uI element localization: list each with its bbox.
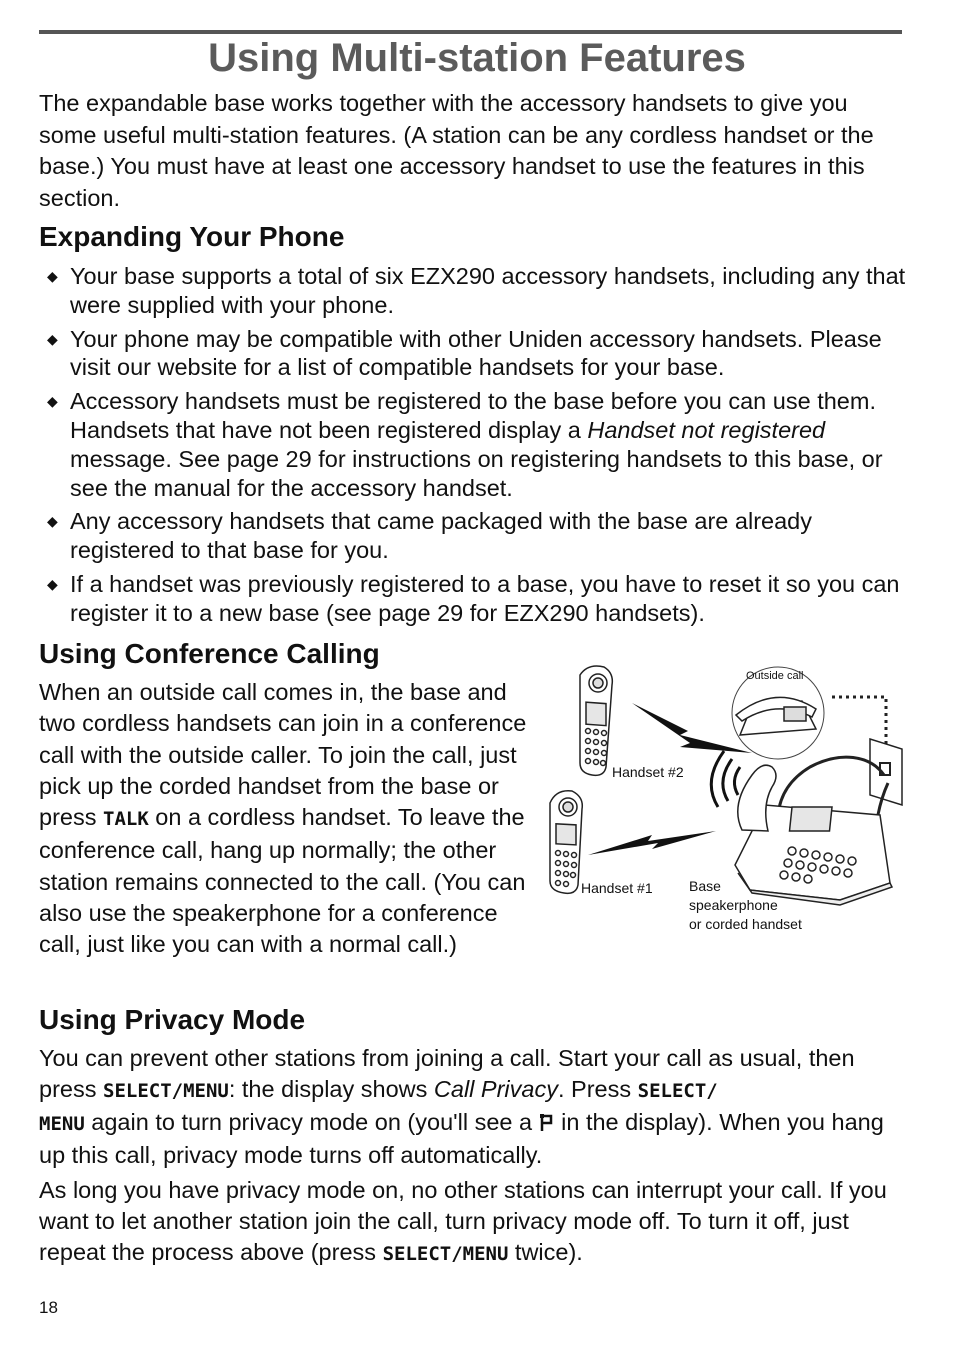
- label-outside-call: Outside call: [746, 670, 804, 682]
- conference-call-diagram: [540, 655, 920, 945]
- diamond-bullet-icon: ◆: [47, 393, 58, 410]
- handset-not-registered-text: Handset not registered: [587, 416, 826, 443]
- heading-conference: Using Conference Calling: [39, 638, 380, 669]
- conference-paragraph: When an outside call comes in, the base and two cordless handsets can join in a conference call with the outside caller. To join the call, just pick up the corded handset from the base or press TALK on a cordless handset. To leave the conference call, hang up normally; the other station remains connected to the call. (You can also use the speakerphone for a conference call, just like you can with a normal call.): [39, 679, 527, 958]
- label-handset-1: Handset #1: [581, 880, 653, 896]
- page-number: 18: [39, 1298, 58, 1317]
- bullet-item: ◆ Accessory handsets must be registered to the base before you can use them. Handsets that have not been registered display a Handset not registered message. See page 29 for instructions on registering handsets to this base, or see the manual for the accessory handset.: [47, 388, 883, 501]
- privacy-paragraph-1: You can prevent other stations from joining a call. Start your call as usual, then press SELECT/MENU: the display shows Call Privacy. Press SELECT/ MENU again to turn privacy mode on (you'll see a in the display). When you hang up this call, privacy mode turns off automatically.: [39, 1045, 884, 1168]
- speaker-waves-icon: [711, 751, 740, 807]
- privacy-paragraph-2: As long you have privacy mode on, no other stations can interrupt your call. If you want to let another station join the call, turn privacy mode off. To turn it off, just repeat the process above (press SELECT/MENU twice).: [39, 1177, 887, 1265]
- heading-expanding: Expanding Your Phone: [39, 221, 345, 252]
- bullet-item: ◆ Your phone may be compatible with other Uniden accessory handsets. Please visit our website for a list of compatible handsets for your base.: [47, 325, 882, 381]
- wall-jack-icon: [870, 739, 902, 805]
- call-privacy-text: Call Privacy: [433, 1076, 558, 1102]
- bullet-item: ◆ If a handset was previously registered to a base, you have to reset it so you can register it to a new base (see page 29 for EZX290 handsets).: [47, 570, 900, 626]
- label-base: Base speakerphone or corded handset: [689, 878, 802, 932]
- bullet-item: ◆ Any accessory handsets that came packaged with the base are already registered to that base for you.: [47, 508, 812, 564]
- handset1-icon: [550, 791, 582, 894]
- heading-privacy: Using Privacy Mode: [39, 1004, 306, 1035]
- menu-key-label: MENU: [39, 1113, 85, 1135]
- diamond-bullet-icon: ◆: [47, 513, 58, 530]
- expanding-bullet-list: [39, 262, 909, 633]
- diamond-bullet-icon: ◆: [47, 268, 58, 284]
- outside-phone-icon: [736, 697, 816, 735]
- select-menu-key-label: SELECT/MENU: [103, 1080, 229, 1102]
- wireless-bolt-handset1-icon: [588, 831, 716, 855]
- bullet-item: ◆ Your base supports a total of six EZX290 accessory handsets, including any that were supplied with your phone.: [47, 263, 906, 318]
- diamond-bullet-icon: ◆: [47, 330, 58, 347]
- top-rule: [39, 30, 902, 34]
- handset2-icon: [580, 666, 612, 775]
- page-title: Using Multi-station Features: [208, 36, 746, 80]
- privacy-icon: [539, 1113, 555, 1133]
- label-handset-2: Handset #2: [612, 764, 684, 780]
- select-key-label: SELECT/: [637, 1080, 718, 1102]
- diamond-bullet-icon: ◆: [47, 575, 58, 592]
- intro-paragraph: The expandable base works together with the accessory handsets to give you some useful multi-station features. (A station can be any cordless handset or the base.) You must have at least one accessory handset to use the features in this section.: [39, 90, 874, 211]
- phone-line-dotted: [832, 697, 886, 747]
- select-menu-key-label-2: SELECT/MENU: [382, 1243, 509, 1265]
- talk-key-label: TALK: [103, 808, 149, 831]
